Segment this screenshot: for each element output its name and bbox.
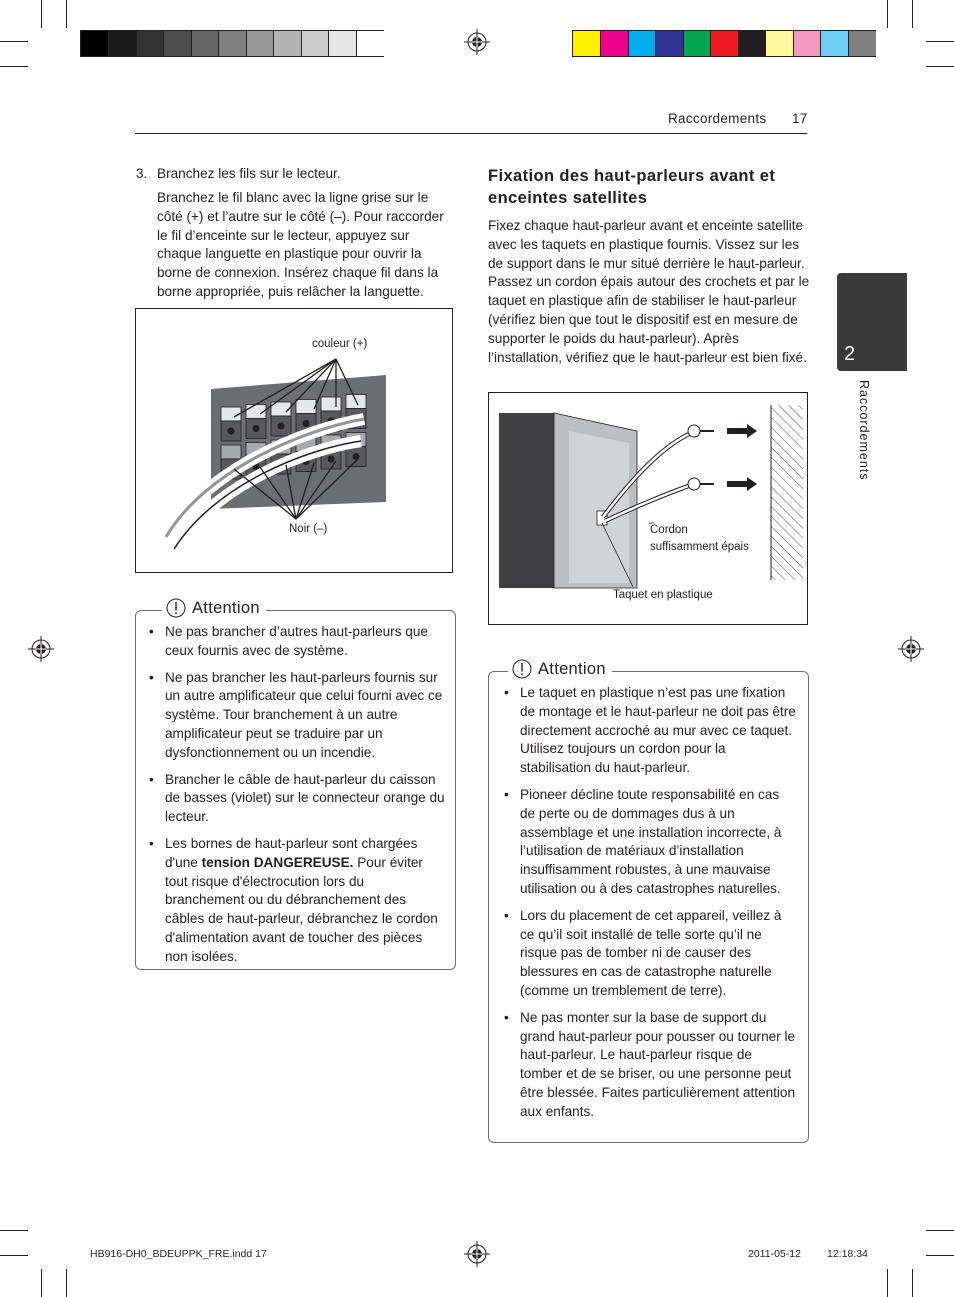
warning-icon [166, 598, 186, 618]
terminal-part [328, 456, 335, 463]
page-number: 17 [792, 111, 808, 126]
caution-title-text-right: Attention [538, 659, 606, 678]
gray-swatch [328, 31, 357, 56]
color-swatch [573, 31, 601, 56]
label-plastic-tab: Taquet en plastique [613, 589, 713, 601]
gray-swatch [81, 31, 109, 56]
gray-swatch [163, 31, 192, 56]
label-cord-line2: suffisamment épais [650, 541, 749, 553]
terminal-part [353, 453, 360, 460]
gray-swatch [246, 31, 275, 56]
caution-list-left [145, 623, 445, 975]
list-item: • Pioneer décline toute responsabilité en cas de perte ou de dommages dus à un assemblage et une installation incorrecte, à l’utilisation de matériaux d’installation insuffisamment robustes, à une mauvaise utilisation ou à des catastrophes naturelles. [500, 786, 796, 899]
caution-box-left [135, 598, 456, 970]
color-swatch [683, 31, 712, 56]
terminal-part [321, 397, 341, 411]
terminal-part [303, 420, 310, 427]
list-item: • Le taquet en plastique n’est pas une fixation de montage et le haut-parleur ne doit pas être directement accroché au mur avec ce taquet. Utilisez toujours un cordon pour la stabilisation du haut-parleur. [500, 684, 796, 778]
list-item: • Ne pas brancher d’autres haut-parleurs que ceux fournis avec de système. [145, 623, 445, 661]
gray-swatch [273, 31, 302, 56]
label-cord-line1: Cordon [650, 524, 688, 536]
gray-swatch [356, 31, 385, 56]
caution-title-text-left: Attention [192, 598, 260, 617]
list-item: • Brancher le câble de haut-parleur du caisson de basses (violet) sur le connecteur orange du lecteur. [145, 771, 445, 827]
label-positive: couleur (+) [312, 338, 368, 350]
color-swatch [765, 31, 794, 56]
caution-title-right [508, 659, 612, 679]
gray-swatch [191, 31, 220, 56]
danger-text-rest: Pour éviter tout risque d'électrocution lors du branchement ou du débranchement des câbles de haut-parleur, débranchez le cordon d'alimentation avant de toucher des pièces non isolées. [165, 854, 438, 964]
color-swatch [655, 31, 684, 56]
terminal-part [221, 445, 241, 459]
registration-mark-left [28, 636, 54, 662]
section-heading: Fixation des haut-parleurs avant et enceintes satellites [488, 167, 776, 207]
color-swatch [848, 31, 877, 56]
speaker-terminal-figure [135, 308, 453, 573]
list-item [145, 835, 445, 967]
list-item: • Ne pas monter sur la base de support du grand haut-parleur pour pousser ou tourner le haut-parleur. Le haut-parleur risque de tomber et de se briser, ou une personne peut être blessée. Faites particulièrement attention aux enfants. [500, 1009, 796, 1122]
terminal-part [228, 428, 235, 435]
color-swatch [600, 31, 629, 56]
color-bar [572, 30, 876, 57]
section-paragraph: Fixez chaque haut-parleur avant et enceinte satellite avec les taquets en plastique fournis. Vissez sur les de support dans le mur situé derrière le haut-parleur. Passez un cordon épais autour des crochets et par le taquet en plastique afin de stabiliser le haut-parleur (vérifiez bien que tout le dispositif est en mesure de supporter le poids du haut-parleur). Après l’installation, vérifiez que le haut-parleur est bien fixé. [488, 218, 810, 365]
registration-mark-right [898, 636, 924, 662]
danger-text-bold: tension DANGEREUSE. [201, 854, 354, 870]
list-item: • Ne pas brancher les haut-parleurs fournis sur un autre amplificateur que celui fourni avec ce système. Tour branchement à un autre amplificateur peut se traduire par un dysfonctionnement ou un incendie. [145, 669, 445, 763]
registration-mark-top [464, 29, 490, 55]
chapter-tab-number: 2 [844, 343, 856, 365]
label-negative: Noir (–) [289, 523, 328, 535]
caution-box-right [488, 659, 809, 1143]
gray-swatch [136, 31, 165, 56]
gray-swatch [218, 31, 247, 56]
terminal-part [278, 423, 285, 430]
gray-swatch [108, 31, 137, 56]
header-section-title: Raccordements [668, 111, 767, 126]
caution-title-left [162, 598, 266, 618]
color-swatch [738, 31, 767, 56]
danger-text-lead: Les bornes de haut-parleur sont chargées d'une [165, 835, 418, 870]
step-number: 3. [136, 166, 148, 181]
gray-swatch [301, 31, 330, 56]
color-swatch [710, 31, 739, 56]
speaker-mounting-figure [488, 392, 808, 625]
gray-color-bar [80, 30, 384, 57]
chapter-tab-label: Raccordements [857, 380, 871, 481]
header-rule [135, 133, 807, 134]
footer-time: 12:18:34 [827, 1248, 868, 1260]
step-description: Branchez le fil blanc avec la ligne grise sur le côté (+) et l’autre sur le côté (–). Pour raccorder le fil d’enceinte sur le lecteur, appuyez sur chaque languette en plastique pour ouvrir la borne de connexion. Insérez chaque fil dans la borne appropriée, puis relâcher la languette. [157, 190, 444, 299]
footer-filename: HB916-DH0_BDEUPPK_FRE.indd 17 [90, 1248, 267, 1260]
color-swatch [820, 31, 849, 56]
footer-date: 2011-05-12 [748, 1248, 801, 1260]
color-swatch [793, 31, 822, 56]
caution-list-right [500, 684, 796, 1130]
list-item: • Lors du placement de cet appareil, veillez à ce qu’il soit installé de telle sorte qu’il ne risque pas de tomber ni de causer des blessures en cas de catastrophe naturelle (comme un tremblement de terre). [500, 907, 796, 1001]
terminal-part [296, 400, 316, 414]
registration-mark-bottom [464, 1241, 490, 1267]
step-lead: Branchez les fils sur le lecteur. [157, 166, 341, 181]
terminal-part [253, 425, 260, 432]
warning-icon [512, 659, 532, 679]
color-swatch [628, 31, 657, 56]
